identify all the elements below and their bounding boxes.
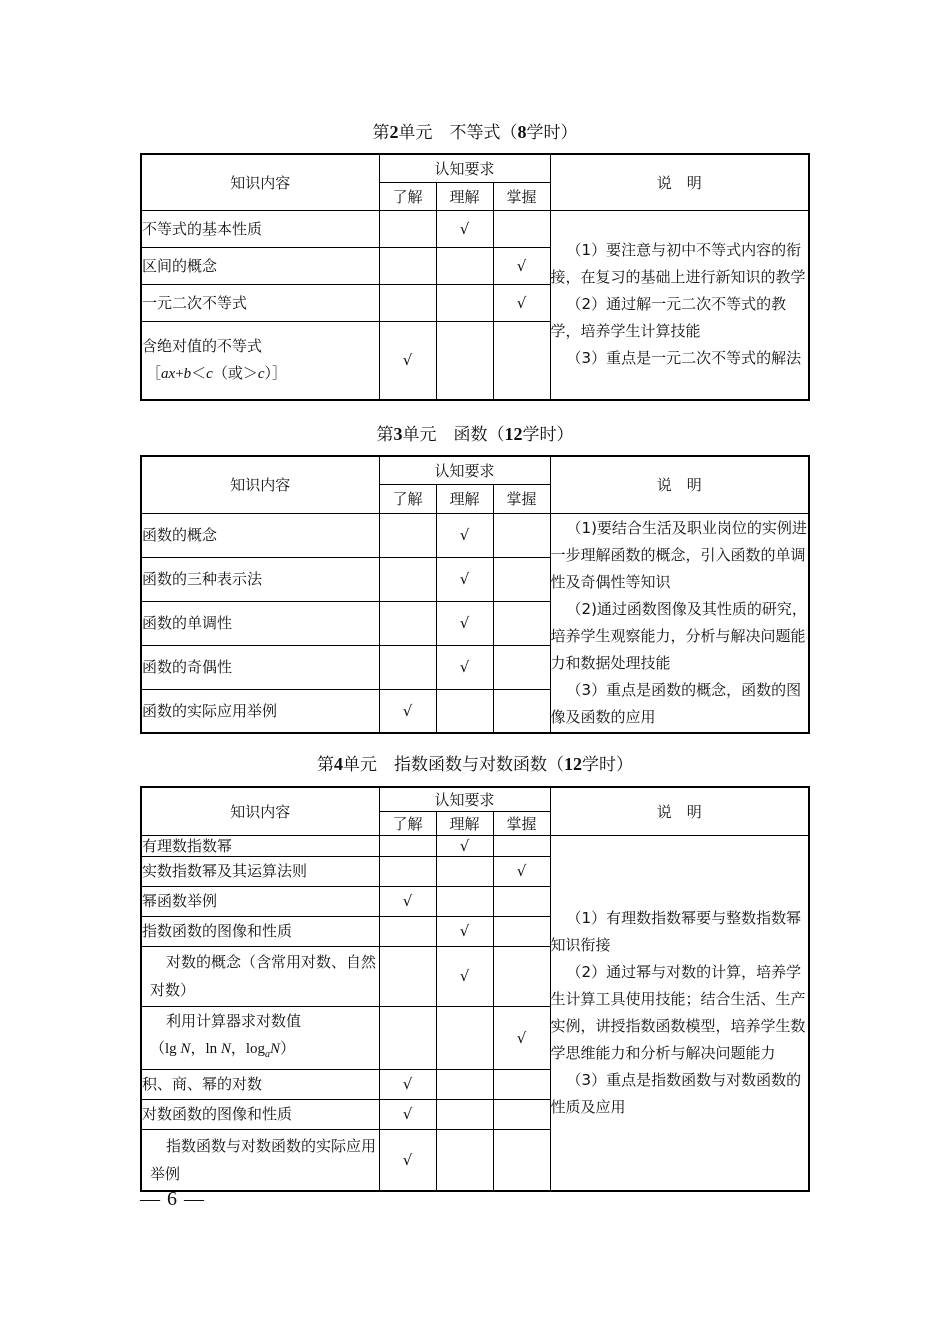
note-paragraph: （1）有理数指数幂要与整数指数幂知识衔接 bbox=[550, 908, 802, 954]
header-master: 掌握 bbox=[493, 484, 550, 513]
header-comprehend: 理解 bbox=[436, 484, 493, 513]
check-cell-understand: √ bbox=[379, 321, 436, 400]
knowledge-item: 不等式的基本性质 bbox=[141, 210, 379, 247]
header-explain: 说 明 bbox=[550, 154, 809, 210]
check-cell-comprehend: √ bbox=[436, 645, 493, 689]
check-cell-understand bbox=[379, 1006, 436, 1069]
check-cell-comprehend bbox=[436, 247, 493, 284]
check-cell-understand: √ bbox=[379, 1069, 436, 1099]
check-cell-master bbox=[493, 689, 550, 733]
check-cell-understand bbox=[379, 247, 436, 284]
knowledge-item: 指数函数的图像和性质 bbox=[141, 916, 379, 946]
check-cell-comprehend bbox=[436, 1069, 493, 1099]
knowledge-item: 函数的概念 bbox=[141, 513, 379, 557]
check-cell-master bbox=[493, 916, 550, 946]
knowledge-item bbox=[141, 321, 379, 400]
knowledge-item: 函数的实际应用举例 bbox=[141, 689, 379, 733]
check-cell-comprehend bbox=[436, 1129, 493, 1191]
check-cell-understand bbox=[379, 513, 436, 557]
check-cell-master bbox=[493, 321, 550, 400]
knowledge-item: 函数的奇偶性 bbox=[141, 645, 379, 689]
check-cell-master bbox=[493, 645, 550, 689]
note-paragraph: （2）通过解一元二次不等式的教学，培养学生计算技能 bbox=[550, 295, 787, 341]
check-cell-master: √ bbox=[493, 1006, 550, 1069]
note-paragraph: （3）重点是一元二次不等式的解法 bbox=[566, 349, 802, 368]
unit-3-title: 第3单元 函数（12学时） bbox=[376, 424, 574, 445]
check-cell-understand bbox=[379, 210, 436, 247]
check-cell-comprehend: √ bbox=[436, 835, 493, 856]
check-cell-understand bbox=[379, 645, 436, 689]
header-understand: 了解 bbox=[379, 182, 436, 210]
check-cell-understand bbox=[379, 601, 436, 645]
check-cell-master bbox=[493, 946, 550, 1006]
knowledge-item: 区间的概念 bbox=[141, 247, 379, 284]
knowledge-item: 函数的三种表示法 bbox=[141, 557, 379, 601]
unit-4-table bbox=[140, 786, 810, 1192]
header-knowledge: 知识内容 bbox=[141, 154, 379, 210]
header-comprehend: 理解 bbox=[436, 182, 493, 210]
note-paragraph: （3）重点是函数的概念，函数的图像及函数的应用 bbox=[550, 680, 802, 726]
check-cell-comprehend: √ bbox=[436, 557, 493, 601]
check-cell-comprehend bbox=[436, 1006, 493, 1069]
header-cognition: 认知要求 bbox=[379, 787, 550, 811]
abs-inequality-formula: ［ax+b＜c（或＞c）］ bbox=[146, 366, 288, 383]
check-cell-understand: √ bbox=[379, 689, 436, 733]
knowledge-item: 函数的单调性 bbox=[141, 601, 379, 645]
unit-2-title: 第2单元 不等式（8学时） bbox=[372, 122, 578, 143]
header-master: 掌握 bbox=[493, 811, 550, 835]
check-cell-master: √ bbox=[493, 284, 550, 321]
check-cell-master: √ bbox=[493, 856, 550, 886]
unit-2-notes bbox=[550, 210, 809, 400]
check-cell-comprehend: √ bbox=[436, 916, 493, 946]
check-cell-understand bbox=[379, 835, 436, 856]
note-paragraph: （3）重点是指数函数与对数函数的性质及应用 bbox=[550, 1070, 802, 1116]
knowledge-item bbox=[141, 1006, 379, 1069]
knowledge-item: 指数函数与对数函数的实际应用举例 bbox=[141, 1129, 379, 1191]
check-cell-comprehend: √ bbox=[436, 513, 493, 557]
knowledge-item: 对数的概念（含常用对数、自然对数） bbox=[141, 946, 379, 1006]
check-cell-comprehend: √ bbox=[436, 601, 493, 645]
unit-4-title: 第4单元 指数函数与对数函数（12学时） bbox=[317, 754, 633, 775]
header-comprehend: 理解 bbox=[436, 811, 493, 835]
knowledge-item: 积、商、幂的对数 bbox=[141, 1069, 379, 1099]
knowledge-item-text: 利用计算器求对数值 bbox=[166, 1011, 302, 1030]
check-cell-master bbox=[493, 513, 550, 557]
unit-3-table bbox=[140, 455, 810, 734]
check-cell-comprehend bbox=[436, 321, 493, 400]
header-knowledge: 知识内容 bbox=[141, 456, 379, 513]
check-cell-understand bbox=[379, 284, 436, 321]
header-cognition: 认知要求 bbox=[379, 456, 550, 484]
check-cell-master bbox=[493, 1069, 550, 1099]
check-cell-understand: √ bbox=[379, 1099, 436, 1129]
header-master: 掌握 bbox=[493, 182, 550, 210]
check-cell-master bbox=[493, 1129, 550, 1191]
check-cell-understand bbox=[379, 946, 436, 1006]
header-knowledge: 知识内容 bbox=[141, 787, 379, 835]
check-cell-comprehend bbox=[436, 689, 493, 733]
header-explain: 说 明 bbox=[550, 456, 809, 513]
header-explain: 说 明 bbox=[550, 787, 809, 835]
check-cell-comprehend bbox=[436, 1099, 493, 1129]
check-cell-comprehend bbox=[436, 886, 493, 916]
check-cell-understand: √ bbox=[379, 1129, 436, 1191]
check-cell-master bbox=[493, 210, 550, 247]
check-cell-understand bbox=[379, 557, 436, 601]
check-cell-master bbox=[493, 886, 550, 916]
check-cell-master bbox=[493, 835, 550, 856]
page-number: — 6 — bbox=[140, 1188, 205, 1210]
check-cell-master: √ bbox=[493, 247, 550, 284]
check-cell-understand bbox=[379, 916, 436, 946]
check-cell-understand: √ bbox=[379, 886, 436, 916]
check-cell-comprehend: √ bbox=[436, 210, 493, 247]
check-cell-comprehend bbox=[436, 856, 493, 886]
check-cell-comprehend bbox=[436, 284, 493, 321]
header-understand: 了解 bbox=[379, 811, 436, 835]
unit-3-notes bbox=[550, 513, 809, 733]
knowledge-item: 有理数指数幂 bbox=[141, 835, 379, 856]
note-paragraph: （2）通过幂与对数的计算，培养学生计算工具使用技能；结合生活、生产实例，讲授指数函数模型，培养学生数学思维能力和分析与解决问题能力 bbox=[550, 962, 806, 1062]
header-understand: 了解 bbox=[379, 484, 436, 513]
knowledge-item: 幂函数举例 bbox=[141, 886, 379, 916]
check-cell-master bbox=[493, 557, 550, 601]
knowledge-item: 实数指数幂及其运算法则 bbox=[141, 856, 379, 886]
knowledge-item: 一元二次不等式 bbox=[141, 284, 379, 321]
knowledge-item-text: 含绝对值的不等式 bbox=[142, 337, 263, 356]
check-cell-comprehend: √ bbox=[436, 946, 493, 1006]
knowledge-item: 对数函数的图像和性质 bbox=[141, 1099, 379, 1129]
unit-2-table bbox=[140, 153, 810, 401]
unit-4-notes bbox=[550, 835, 809, 1191]
note-paragraph: （1)要结合生活及职业岗位的实例进一步理解函数的概念，引入函数的单调性及奇偶性等知识 bbox=[550, 518, 807, 591]
header-cognition: 认知要求 bbox=[379, 154, 550, 182]
log-formula: （lg N，ln N，$\log_aN$） bbox=[150, 1040, 296, 1060]
check-cell-understand bbox=[379, 856, 436, 886]
note-paragraph: （2)通过函数图像及其性质的研究，培养学生观察能力，分析与解决问题能力和数据处理技能 bbox=[550, 599, 807, 672]
check-cell-master bbox=[493, 601, 550, 645]
note-paragraph: （1）要注意与初中不等式内容的衔接，在复习的基础上进行新知识的教学 bbox=[550, 241, 806, 287]
check-cell-master bbox=[493, 1099, 550, 1129]
